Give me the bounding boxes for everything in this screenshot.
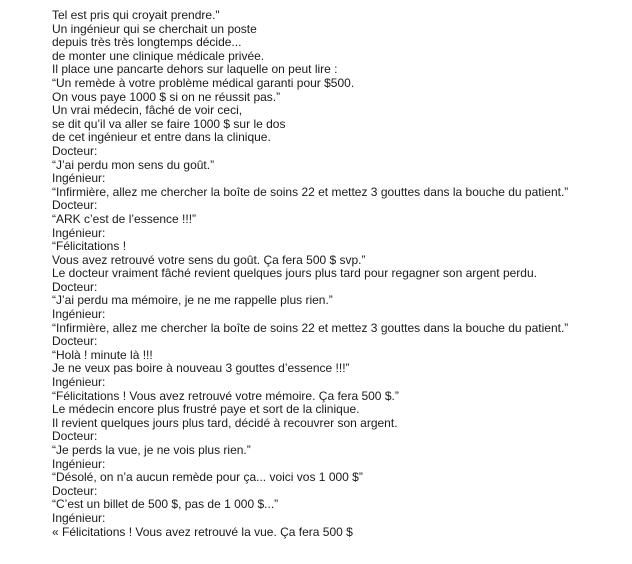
text-line: Je ne veux pas boire à nouveau 3 gouttes d’essence !!!” [52,361,350,376]
text-line: “C’est un billet de 500 $, pas de 1 000 $...” [52,497,279,512]
text-line: “ARK c’est de l’essence !!!” [52,211,197,226]
text-line: Le docteur vraiment fâché revient quelques jours plus tard pour regagner son argent perdu. [52,266,537,281]
text-line: “Désolé, on n’a aucun remède pour ça... voici vos 1 000 $” [52,470,363,485]
text-line: “Infirmière, allez me chercher la boîte de soins 22 et mettez 3 gouttes dans la bouche du patient.” [52,184,569,199]
text-line: Le médecin encore plus frustré paye et sort de la clinique. [52,402,360,417]
speaker-label: Docteur: [52,198,98,213]
speaker-label: Ingénieur: [52,225,106,240]
text-line: Un vrai médecin, fâché de voir ceci, [52,103,243,118]
text-line: depuis très très longtemps décide... [52,35,242,50]
speaker-label: Docteur: [52,429,98,444]
speaker-label: Docteur: [52,334,98,349]
speaker-label: Docteur: [52,143,98,158]
text-line: de cet ingénieur et entre dans la clinique. [52,130,271,145]
text-line: de monter une clinique médicale privée. [52,48,265,63]
text-line: “Holà ! minute là !!! [52,347,153,362]
text-line: se dit qu’il va aller se faire 1000 $ sur le dos [52,116,286,131]
speaker-label: Ingénieur: [52,510,106,525]
text-line: “J’ai perdu ma mémoire, je ne me rappelle plus rien.” [52,293,333,308]
text-line: Il place une pancarte dehors sur laquelle on peut lire : [52,62,338,77]
text-line: “Un remède à votre problème médical garanti pour $500. [52,75,355,90]
text-line: Il revient quelques jours plus tard, décidé à recouvrer son argent. [52,415,398,430]
speaker-label: Ingénieur: [52,375,106,390]
text-line: “Félicitations ! Vous avez retrouvé votre mémoire. Ça fera 500 $.” [52,388,399,403]
text-line: « Félicitations ! Vous avez retrouvé la vue. Ça fera 500 $ [52,524,353,539]
text-line: “Infirmière, allez me chercher la boîte de soins 22 et mettez 3 gouttes dans la bouche du patient.” [52,320,569,335]
speaker-label: Docteur: [52,279,98,294]
speaker-label: Ingénieur: [52,171,106,186]
speaker-label: Ingénieur: [52,307,106,322]
text-line: Un ingénieur qui se cherchait un poste [52,21,257,36]
document-body [52,9,627,539]
speaker-label: Ingénieur: [52,456,106,471]
text-line: “J’ai perdu mon sens du goût.” [52,157,215,172]
text-line: On vous paye 1000 $ si on ne réussit pas.” [52,89,281,104]
text-line: “Félicitations ! [52,239,127,254]
text-line: “Je perds la vue, je ne vois plus rien.” [52,443,251,457]
text-line: Tel est pris qui croyait prendre." [52,8,220,22]
speaker-label: Docteur: [52,483,98,498]
text-line: Vous avez retrouvé votre sens du goût. Ça fera 500 $ svp.” [52,252,366,267]
